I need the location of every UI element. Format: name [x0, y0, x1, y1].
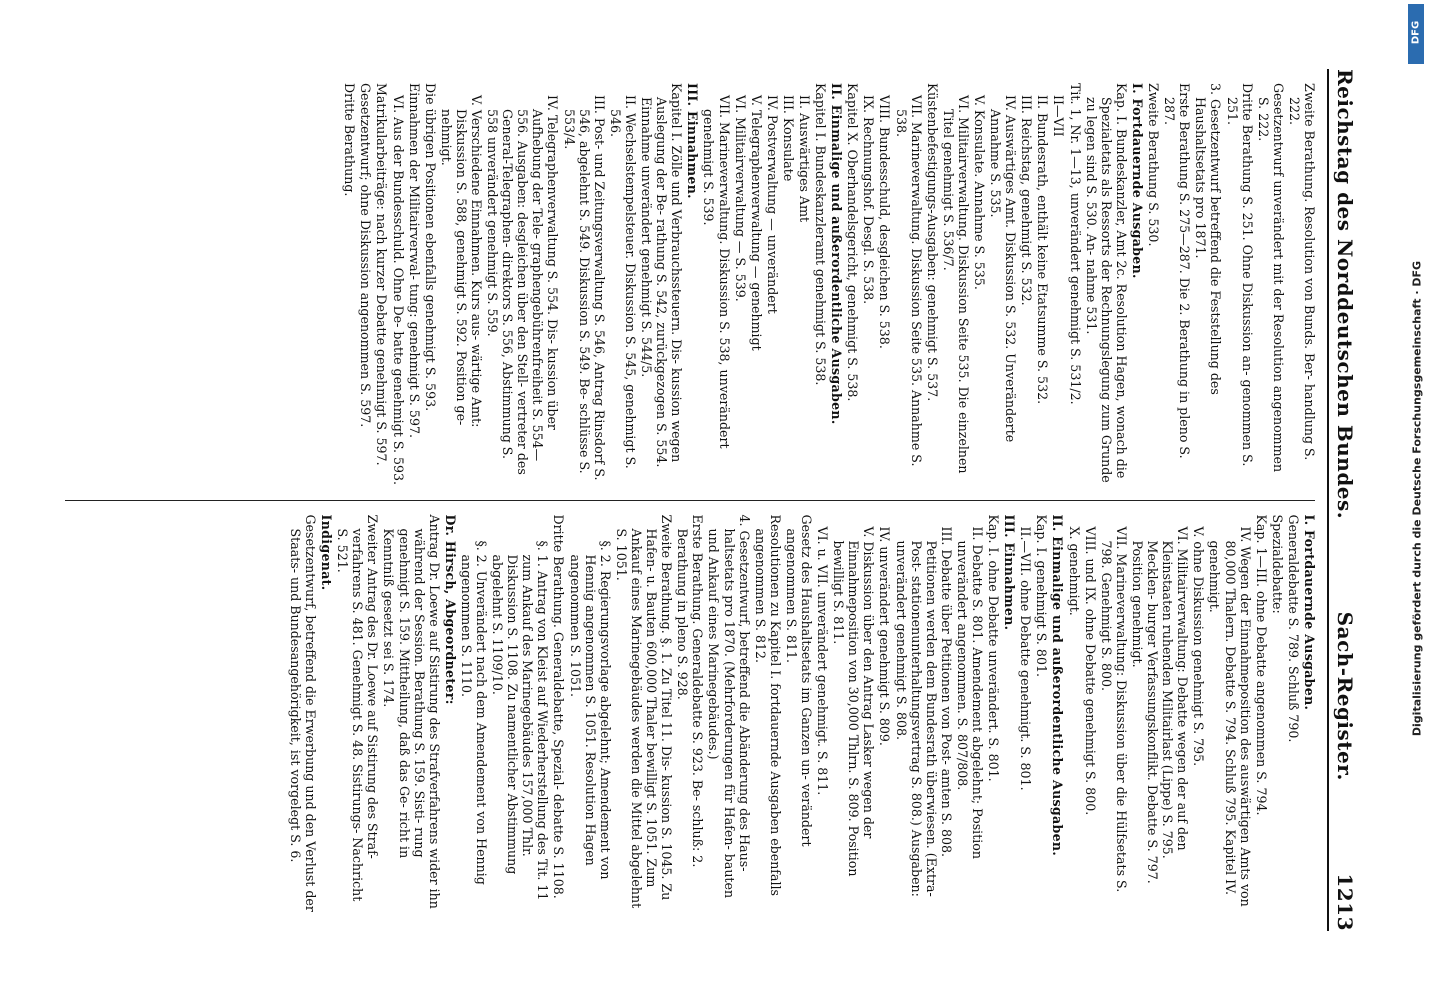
register-entry: II—VII [1051, 95, 1067, 137]
register-entry: Gesetzentwurf, betreffend die Erwerbung und den Verlust der Staats- und Bundesangehörigkeit, ist vorgelegt S. 6. [287, 514, 318, 912]
register-entry: IV. Auswärtiges Amt. Diskussion S. 532. Unveränderte Annahme S. 535. [988, 95, 1019, 443]
register-entry: Kapitel X. Oberhandelsgericht, genehmigt S. 538. [845, 83, 861, 402]
register-entry: Erste Berathung S. 275—287. Die 2. Berathung in pleno S. 287. [1162, 83, 1193, 459]
register-entry: VII. Marineverwaltung. Diskussion Seite 535. Annahme S. 538. [893, 95, 924, 467]
register-entry: Dritte Berathung S. 251. Ohne Diskussion an- genommen S. 251. [1224, 83, 1255, 467]
document-page [51, 45, 1381, 955]
register-entry: VIII. Bundesschuld, desgleichen S. 538. [877, 95, 893, 349]
register-entry: Resolutionen zu Kapitel I. fortdauernde Ausgaben ebenfalls angenommen S. 812. [752, 514, 783, 896]
register-entry: I. Fortdauernde Ausgaben. [1129, 83, 1145, 279]
register-entry: §. 2. Unverändert nach dem Amendement von Hennig angenommen S. 1110. [458, 540, 490, 885]
register-entry: Dr. Hirsch, Abgeordneter: [442, 514, 458, 705]
register-entry: Kap. I. genehmigt S. 801. [1034, 514, 1050, 677]
dfg-logo [1408, 4, 1424, 64]
register-entry: V. Diskussion über den Antrag Lasker wegen der Einnahmeposition von 30,000 Thlrn. S. 809. Position bewilligt S. 811. [831, 526, 877, 877]
register-entry: II. Einmalige und außerordentliche Ausgaben. [1050, 514, 1066, 857]
register-entry: VI. u. VII. unverändert genehmigt. S. 811. [815, 526, 831, 796]
register-entry: I. Fortdauernde Ausgaben. [1302, 514, 1317, 711]
register-entry: Erste Berathung. Generaldebatte S. 923. Be- schluß: 2. Berathung in pleno S. 928. [675, 514, 706, 868]
register-entry: Dritte Berathung. [342, 83, 358, 197]
register-entry: IV. Wegen der Einnahmeposition des auswärtigen Amts von 80,000 Thalern. Debatte S. 794. Schluß 795. Kapitel IV. genehmigt. [1207, 526, 1253, 907]
register-entry: II. Einmalige und außerordentliche Ausgaben. [829, 83, 845, 425]
register-entry: Kap. I. Bundeskanzler, Amt 2c. Resolution Hagen, wonach die Spezialetats als Ressorts der Rechnungslegung zum Grunde zu legen sind S. 530. An- nahme 531. [1083, 83, 1129, 483]
register-entry: III. Reichstag, genehmigt S. 532. [1019, 95, 1035, 306]
register-entry: 4. Gesetzentwurf, betreffend die Abänderung des Haus- haltsetats pro 1870. (Mehrforderungen für Hafen- bauten und Ankauf eines Marinegebäudes.) [706, 514, 752, 899]
credit-text: Digitalisierung gefördert durch die Deutsche Forschungsgemeinschaft · DFG [1410, 260, 1424, 737]
register-entry: II.—VII. ohne Debatte genehmigt. S. 801. [1018, 526, 1034, 791]
register-entry: V. Konsulate. Annahme S. 535. [972, 95, 988, 290]
register-entry: VI. Militairverwaltung. Diskussion Seite 535. Die einzelnen Titel genehmigt S. 536/7. [940, 95, 971, 474]
register-entry: Gesetzentwurf unverändert mit der Resolution angenommen S. 222. [1255, 83, 1286, 473]
register-entry: Zweite Berathung S. 530. [1146, 83, 1162, 247]
register-entry: III. Post- und Zeitungsverwaltung S. 546, Antrag Rinsdorf S. 546, abgelehnt S. 549. Diskussion S. 549. Be- schlüsse S. 553/4. [561, 95, 607, 481]
register-entry: §. 2. Regierungsvorlage abgelehnt; Amendement von Hennig angenommen S. 1051. Resolution Hagen angenommen S. 1051. [567, 540, 613, 880]
register-entry: VIII. und IX. ohne Debatte genehmigt S. 800. [1082, 526, 1098, 816]
right-column [59, 501, 1321, 932]
text-columns [59, 69, 1321, 931]
register-entry: Indigenat. [319, 514, 335, 591]
register-entry: Kap. I. ohne Debatte unverändert. S. 801. [986, 514, 1002, 782]
register-entry: V. Verschiedene Einnahmen. Kurs aus- wärtige Amt: Diskussion S. 588, genehmigt S. 592. Position ge- nehmigt. [438, 95, 485, 428]
register-entry: III. Konsulate [780, 95, 796, 182]
register-entry: II. Wechselstempelsteuer. Diskussion S. 545, genehmigt S. 546. [607, 95, 638, 469]
register-entry: III. Einnahmen. [685, 83, 701, 199]
register-entry: VII. Marineverwaltung. Diskussion S. 538, unverändert genehmigt S. 539. [701, 95, 732, 449]
register-entry: II. Auswärtiges Amt [797, 95, 812, 223]
register-entry: II. Bundesrath, enthält keine Etatsumme S. 532. [1035, 95, 1051, 405]
register-entry: III. Debatte über Petitionen von Post- amten S. 808. Petitionen werden dem Bundesrath überwiesen. (Extra-Post- stationenunterhaltungsvertrag S. 808.) Ausgaben: unverändert genehmigt S. 808. [893, 526, 954, 897]
register-entry: IV. unverändert genehmigt S. 809. [877, 526, 893, 746]
register-entry: IV. Telegraphenverwaltung S. 554. Dis- kussion über Aufhebung der Tele- graphengebührenfreiheit S. 554—556. Ausgaben: desgleichen über den Stell- vertreter des General-Telegraphen- direktors S. 556, Abstimmung S. 558 unverändert genehmigt S. 559. [485, 95, 561, 475]
register-entry: V. ohne Diskussion genehmigt S. 795. [1191, 526, 1207, 767]
register-entry: Gesetz des Haushaltsetats im Ganzen un- verändert angenommen S. 811. [783, 514, 814, 847]
register-entry: Generaldebatte S. 789. Schluß 790. [1285, 514, 1301, 743]
register-entry: IX. Rechnungshof. Desgl. S. 538. [861, 95, 877, 305]
register-entry: VI. Aus der Bundesschuld. Ohne De- batte genehmigt S. 593. [390, 95, 406, 486]
register-entry: Matrikularbeiträge: nach kurzer Debatte genehmigt S. 597. [374, 83, 390, 466]
register-entry: VI. Militairverwaltung — S. 539. [732, 95, 748, 302]
register-entry: Kapitel I. Zölle und Verbrauchssteuern. Dis- kussion wegen Auslegung der Be- rathung S. 542, zurückgezogen S. 554. Einnahme unverändert genehmigt S. 544/5. [639, 83, 685, 468]
running-head-right: Sach-Register. [1333, 611, 1357, 781]
register-entry: Dritte Berathung. Generaldebatte, Spezial- debatte S. 1108. [551, 514, 567, 899]
register-entry: III. Einnahmen. [1002, 514, 1018, 631]
register-entry: Spezialdebatte: [1269, 514, 1285, 614]
dfg-logo-label: DFG [1410, 20, 1422, 45]
page-number: 1213 [1333, 873, 1357, 931]
register-entry: IV. Postverwaltung — unverändert [764, 95, 780, 314]
register-entry: §. 1. Antrag von Kleist auf Wiederherstellung des Tit. 11 zum Ankauf des Marinegebäudes 157,000 Thlr. Diskussion S. 1108. Zu namentlicher Abstimmung abgelehnt S. 1109/10. [490, 540, 551, 901]
register-entry: Kapitel I. Bundeskanzleramt genehmigt S. 538. [813, 83, 829, 386]
running-head-left: Reichstag des Norddeutschen Bundes. [1333, 69, 1357, 520]
register-entry: V. Telegraphenverwaltung — genehmigt [748, 95, 764, 351]
register-entry: Einnahmen der Militairverwal- tung: genehmigt S. 597. [406, 83, 422, 438]
register-entry: VI. Militairverwaltung: Debatte wegen der auf den Kleinstaaten ruhenden Militairlast (Lippe) S. 795. Mecklen- burger Verfassungskonflikt. Debatte S. 797. Position genehmigt. [1129, 526, 1191, 884]
register-entry: Die übrigen Positionen ebenfalls genehmigt S. 593. [422, 83, 438, 412]
register-entry: VII. Marineverwaltung: Diskussion über die Hülfsetats S. 798. Genehmigt S. 800. [1098, 526, 1129, 893]
header-rule [1327, 69, 1329, 931]
register-entry: Zweite Berathung. §. 1. Zu Titel 11. Dis- kussion S. 1045. Zu Hafen- u. Bauten 600,000 Thaler bewilligt S. 1051. Zum Ankauf eines Marinegebäudes werden die Mittel abgelehnt S. 1051. [613, 514, 675, 909]
register-entry: Tit. 1, Nr. 1—13, unverändert genehmigt S. 531/2. [1067, 83, 1083, 405]
running-head [1333, 69, 1373, 931]
register-entry: Zweiter Antrag des Dr. Loewe auf Sistirung des Straf- verfahrens S. 481. Genehmigt S. 48. Sistirungs- Nachricht S. 521. [335, 514, 381, 902]
digitization-credit [1406, 0, 1428, 1000]
register-entry: II. Debatte S. 801. Amendement abgelehnt; Position unverändert angenommen. S. 807/808. [954, 526, 986, 859]
left-column [59, 69, 1321, 500]
register-entry: Antrag Dr. Loewe auf Sistirung des Strafverfahrens wider ihn während der Session. Berathung S. 159. Sisti- rung genehmigt S. 159. Mittheilung, daß das Ge- richt in Kenntniß gesetzt sei S. 174. [381, 514, 442, 909]
register-entry: Zweite Berathung. Resolution von Bunds. Ber- handlung S. 222. [1286, 83, 1317, 461]
register-entry: Kap. 1—III. ohne Debatte angenommen S. 794. [1253, 514, 1269, 816]
register-entry: X. genehmigt. [1066, 526, 1082, 616]
register-entry: Gesetzentwurf; ohne Diskussion angenommen S. 597. [358, 83, 374, 428]
register-entry: Küstenbefestigungs-Ausgaben: genehmigt S. 537. [924, 83, 940, 402]
register-entry: 3. Gesetzentwurf betreffend die Feststellung des Haushaltsetats pro 1871. [1193, 83, 1224, 395]
